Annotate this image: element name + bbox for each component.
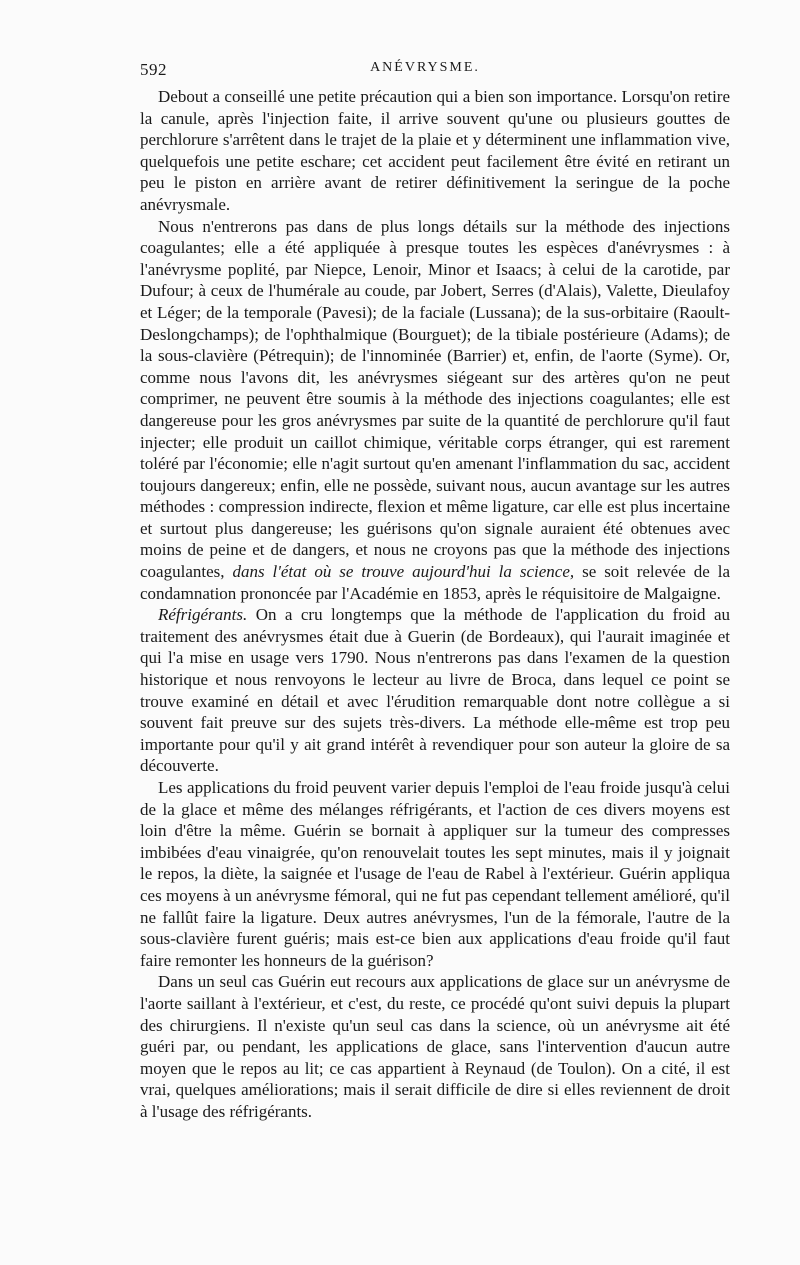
paragraph-text: On a cru longtemps que la méthode de l'application du froid au traitement des anévrysmes était due à Guerin (de Bordeaux), qui l'aurait imaginée et qui l'a mise en usage vers 1790. Nous n'entrerons pas dans l'examen de la question historique et nous renvoyons le lecteur au livre de Broca, dans lequel ce point se trouve examiné en détail et avec l'érudition remarquable dont notre collègue a si souvent fait preuve sur des sujets très-divers. La méthode elle-même est trop peu importante pour qu'il y ait grand intérêt à revendiquer pour son auteur la gloire de sa découverte. — [140, 605, 731, 776]
paragraph-text-after: se soit relevée de la condamnation prononcée par l'Académie en 1853, après le réquisitoire de Malgaigne. — [140, 562, 730, 603]
paragraph-glace — [140, 971, 730, 1122]
paragraph-text: Debout a conseillé une petite précaution qui a bien son importance. Lorsqu'on retire la canule, après l'injection faite, il arrive souvent qu'une ou plusieurs gouttes de perchlorure s'arrêtent dans le trajet de la plaie et y déterminent une inflammation vive, quelquefois une petite eschare; cet accident peut facilement être évité en retirant un peu le piston en arrière avant de retirer définitivement la seringue de la poche anévrysmale. — [140, 87, 730, 214]
running-title: ANÉVRYSME. — [370, 60, 480, 75]
paragraph-text: Dans un seul cas Guérin eut recours aux applications de glace sur un anévrysme de l'aorte saillant à l'extérieur, et c'est, du reste, ce procédé qu'ont suivi depuis la plupart des chirurgiens. Il n'existe qu'un seul cas dans la science, où un anévrysme ait été guéri par, ou pendant, les applications de glace, sans l'intervention d'aucun autre moyen que le repos au lit; ce cas appartient à Reynaud (de Toulon). On a cité, il est vrai, quelques améliorations; mais il serait difficile de dire si elles reviennent de droit à l'usage des réfrigérants. — [140, 972, 730, 1121]
paragraph-refrigerants — [140, 604, 730, 777]
page-number: 592 — [140, 60, 167, 79]
body-text — [140, 86, 730, 1123]
paragraph-text: Les applications du froid peuvent varier depuis l'emploi de l'eau froide jusqu'à celui de la glace et même des mélanges réfrigérants, et l'action de ces divers moyens est loin d'être la même. Guérin se bornait à appliquer sur la tumeur des compresses imbibées d'eau vinaigrée, qu'on renouvelait toutes les sept minutes, mais il y joignait le repos, la diète, la saignée et l'usage de l'eau de Rabel à l'extérieur. Guérin appliqua ces moyens à un anévrysme fémoral, qui ne fut pas cependant tellement amélioré, qu'il ne fallût faire la ligature. Deux autres anévrysmes, l'un de la fémorale, l'autre de la sous-clavière furent guéris; mais est-ce bien aux applications d'eau froide qu'il faut faire remonter les honneurs de la guérison? — [140, 778, 730, 970]
paragraph-injections — [140, 216, 730, 605]
paragraph-text: Nous n'entrerons pas dans de plus longs détails sur la méthode des injections coagulantes; elle a été appliquée à presque toutes les espèces d'anévrysmes : à l'anévrysme poplité, par Niepce, Lenoir, Minor et Isaacs; à celui de la carotide, par Dufour; à ceux de l'humérale au coude, par Jobert, Serres (d'Alais), Valette, Dieulafoy et Léger; de la temporale (Pavesi); de la faciale (Lussana); de la sus-orbitaire (Raoult-Deslongchamps); de l'ophthalmique (Bourguet); de la tibiale postérieure (Adams); de la sous-clavière (Pétrequin); de l'innominée (Barrier) et, enfin, de l'aorte (Syme). Or, comme nous l'avons dit, les anévrysmes siégeant sur des artères qu'on ne peut comprimer, ne peuvent être soumis à la méthode des injections coagulantes; elle est dangereuse pour les gros anévrysmes par suite de la quantité de perchlorure qu'il faut injecter; elle produit un caillot chimique, véritable corps étranger, qui est rarement toléré par l'économie; elle n'agit surtout qu'en amenant l'inflammation du sac, accident toujours dangereux; enfin, elle ne possède, suivant nous, aucun avantage sur les autres méthodes : compression indirecte, flexion et même ligature, car elle est plus incertaine et surtout plus dangereuse; les guérisons qu'on signale auraient été obtenues avec moins de peine et de dangers, et nous ne croyons pas que la méthode des injections coagulantes, — [140, 216, 730, 582]
section-heading-refrigerants: Réfrigérants. — [158, 605, 248, 625]
paragraph-debout — [140, 86, 730, 216]
page-header — [140, 60, 710, 82]
paragraph-applications-froid — [140, 777, 730, 971]
italic-phrase: dans l'état où se trouve aujourd'hui la science, — [232, 562, 575, 582]
